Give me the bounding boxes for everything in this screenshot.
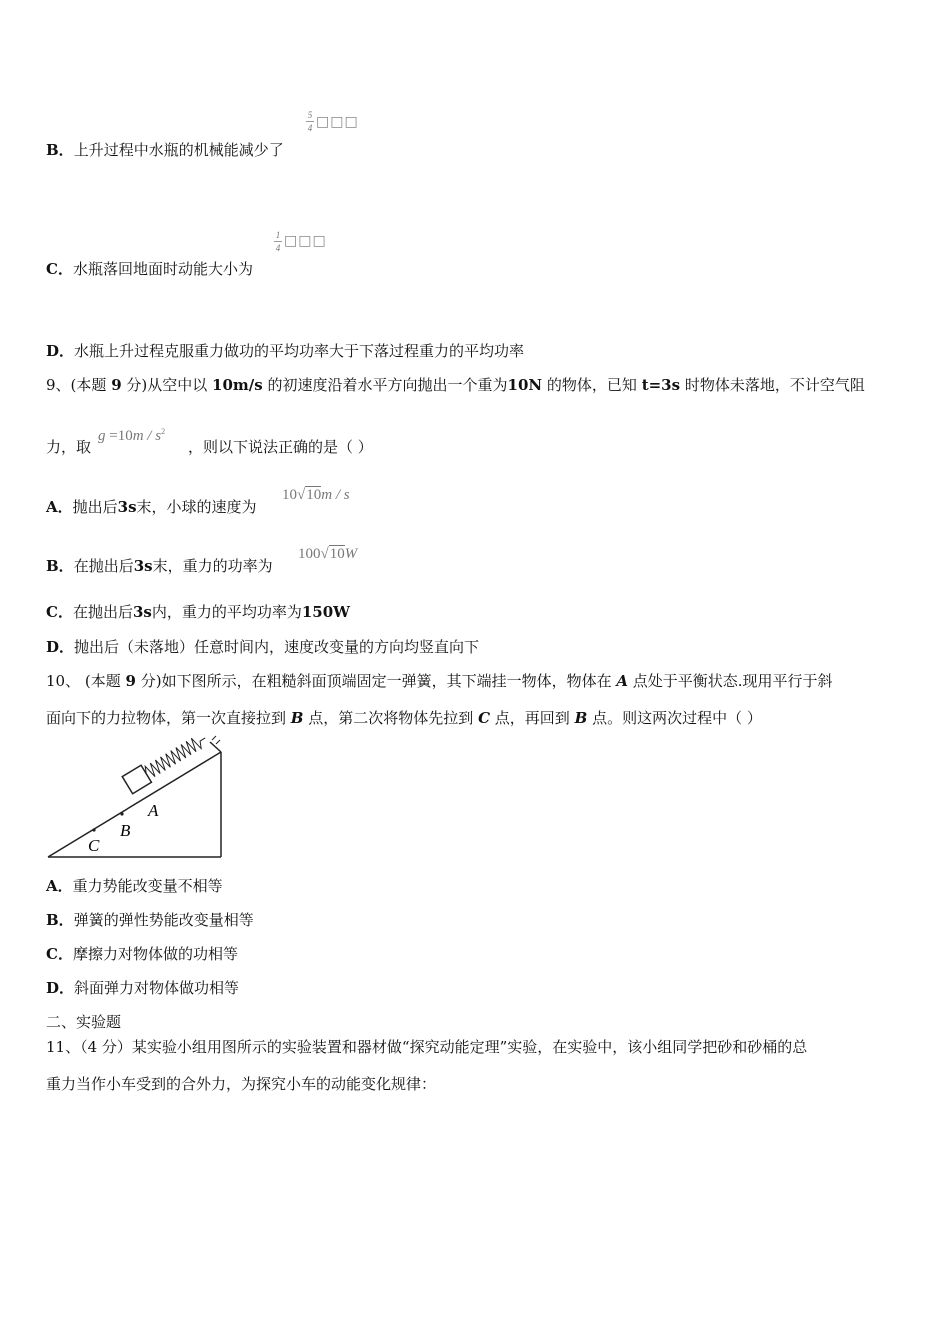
fraction-5-4: 5 4: [307, 110, 313, 133]
q11-stem-line1: 11、（4 分）某实验小组用图所示的实验装置和器材做“探究动能定理”实验，在实验中，该小组同学把砂和砂桶的总: [46, 1038, 808, 1056]
q9-option-d: D．抛出后（未落地）任意时间内，速度改变量的方向均竖直向下: [46, 638, 480, 656]
q10-option-b: B．弹簧的弹性势能改变量相等: [46, 911, 254, 929]
block: [122, 765, 151, 794]
q8-option-c: C．水瓶落回地面时动能大小为: [46, 260, 253, 278]
q9-stem-line1: 9、(本题 9 分)从空中以 10m/s 的初速度沿着水平方向抛出一个重为10N 的物体，已知 t=3s 时物体未落地，不计空气阻: [46, 376, 865, 394]
q10-option-d: D．斜面弹力对物体做功相等: [46, 979, 240, 997]
spring: [143, 732, 209, 780]
q8-option-d: D．水瓶上升过程克服重力做功的平均功率大于下落过程重力的平均功率: [46, 342, 525, 360]
g-formula: $g =10m / s^2$: [98, 427, 166, 444]
q8-option-b: B．上升过程中水瓶的机械能减少了: [46, 141, 284, 159]
garbled-formula: □□□: [316, 114, 359, 130]
section-title: 二、实验题: [46, 1013, 122, 1031]
point-b: [120, 812, 123, 815]
fraction-1-4: 1 4: [275, 230, 281, 253]
q10-option-a: A．重力势能改变量不相等: [46, 877, 223, 895]
fixed-support: [210, 736, 221, 752]
q9-stem-line2-tail: ，则以下说法正确的是（ ）: [188, 438, 373, 456]
power-formula: 100√10W: [298, 546, 358, 562]
q10-option-c: C．摩擦力对物体做的功相等: [46, 945, 238, 963]
point-c: [92, 828, 95, 831]
garbled-formula: □□□: [284, 233, 327, 249]
label-b: B: [120, 821, 131, 840]
block-and-spring: [122, 730, 210, 794]
label-c: C: [88, 836, 100, 855]
incline-spring-figure: [40, 730, 230, 862]
q10-stem-line2: 面向下的力拉物体，第一次直接拉到 B 点，第二次将物体先拉到 C 点，再回到 B 点。则这两次过程中（ ）: [46, 709, 762, 727]
q11-stem-line2: 重力当作小车受到的合外力，为探究小车的动能变化规律：: [46, 1075, 437, 1093]
incline-slope: [48, 752, 221, 857]
q9-option-c: C．在抛出后3s内，重力的平均功率为150W: [46, 603, 351, 621]
velocity-formula: 10√10m / s: [282, 487, 350, 503]
q9-option-b: B．在抛出后3s末，重力的功率为: [46, 557, 273, 575]
label-a: A: [148, 801, 159, 820]
q9-option-a: A．抛出后3s末，小球的速度为: [46, 498, 257, 516]
q10-stem-line1: 10、 (本题 9 分)如下图所示，在粗糙斜面顶端固定一弹簧，其下端挂一物体，物体在 A 点处于平衡状态.现用平行于斜: [46, 672, 833, 690]
q9-stem-line2: 力，取: [46, 438, 92, 456]
